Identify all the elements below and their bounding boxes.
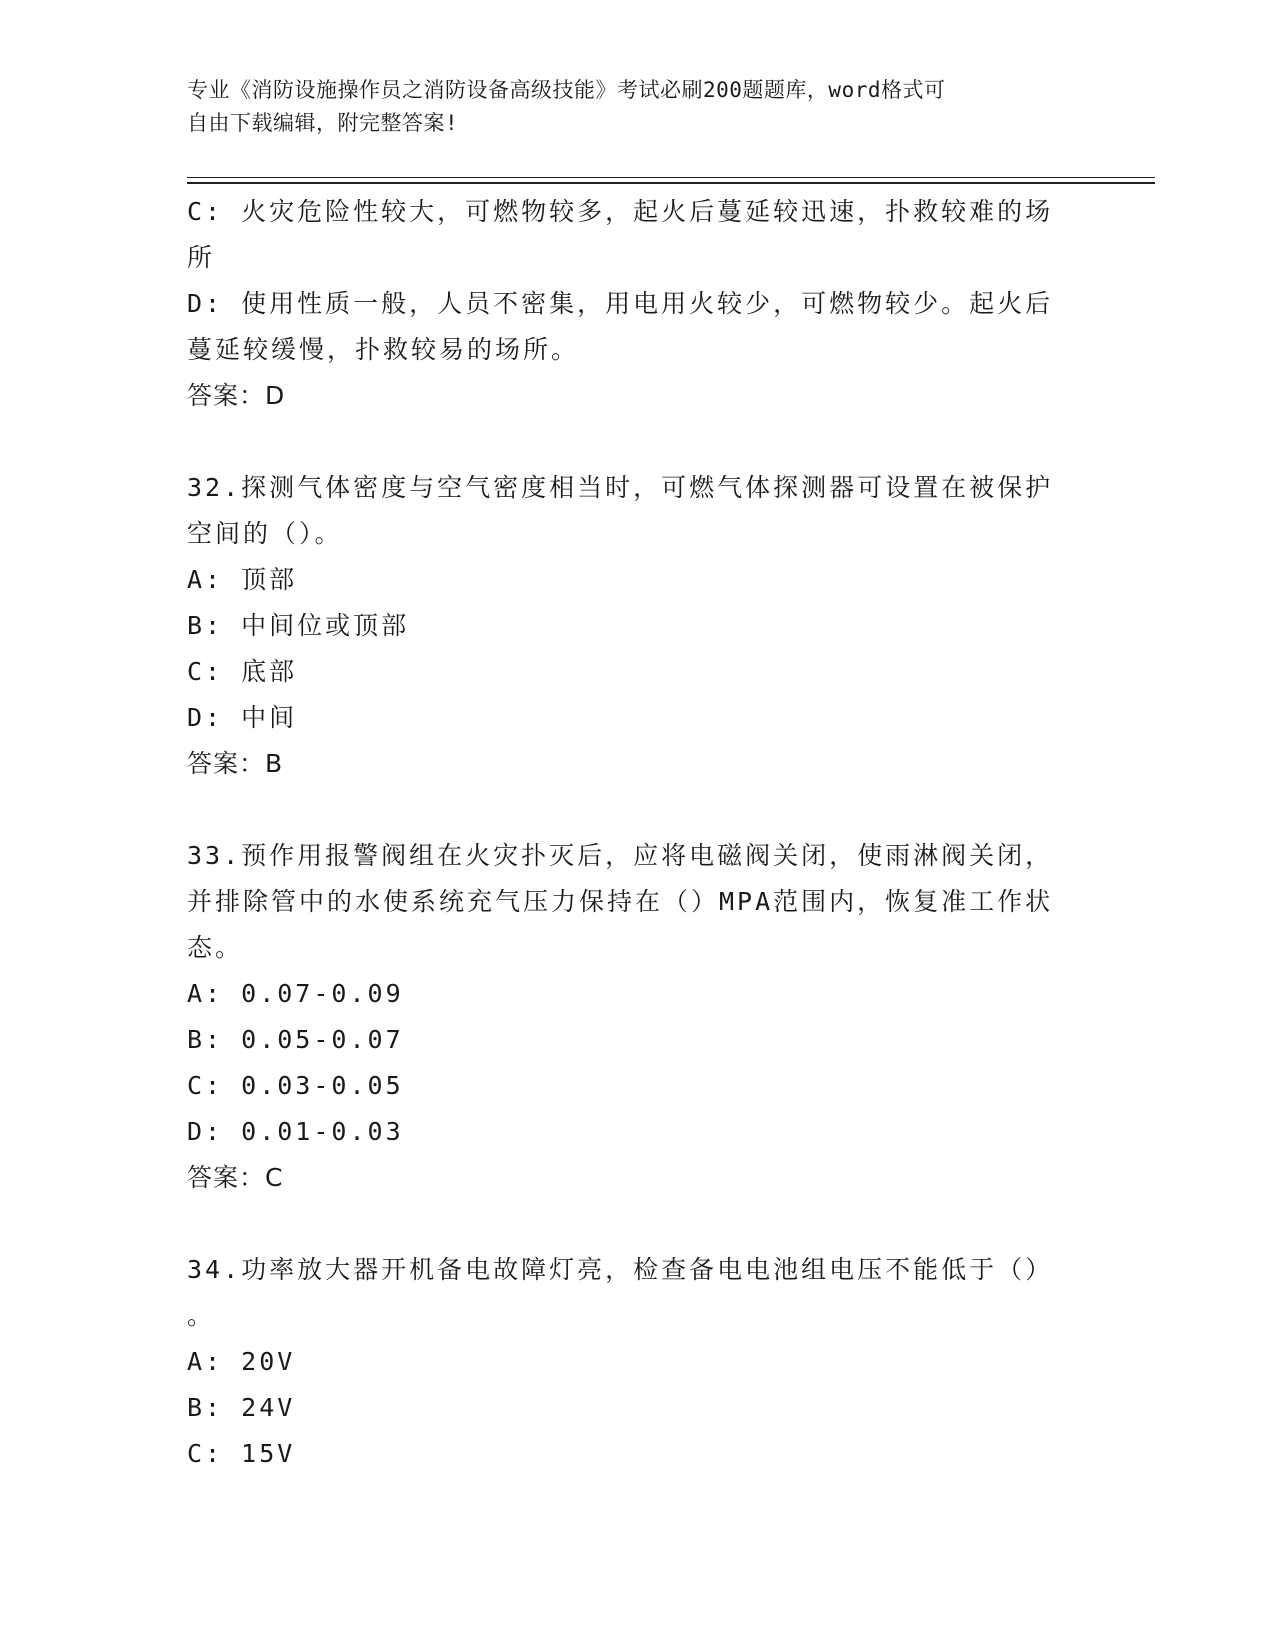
option-b: B: 24V bbox=[187, 1393, 296, 1422]
option-d: D: 0.01-0.03 bbox=[187, 1117, 404, 1146]
question-stem: 32.探测气体密度与空气密度相当时，可燃气体探测器可设置在被保护 bbox=[187, 473, 1054, 502]
option-b: B: 0.05-0.07 bbox=[187, 1025, 404, 1054]
header-divider-thick bbox=[187, 182, 1155, 184]
question-stem-cont: 态。 bbox=[187, 933, 244, 962]
question-list bbox=[187, 189, 1087, 1477]
header-line-1: 专业《消防设施操作员之消防设备高级技能》考试必刷200题题库，word格式可 bbox=[187, 78, 946, 102]
option-c: C: 0.03-0.05 bbox=[187, 1071, 404, 1100]
question-stem: 33.预作用报警阀组在火灾扑灭后，应将电磁阀关闭，使雨淋阀关闭， bbox=[187, 841, 1054, 870]
document-header bbox=[187, 74, 1067, 140]
option-c: C: 底部 bbox=[187, 657, 298, 686]
question-stem-cont: 并排除管中的水使系统充气压力保持在（）MPA范围内，恢复准工作状 bbox=[187, 887, 1054, 916]
answer: 答案：D bbox=[187, 381, 286, 410]
question-33 bbox=[187, 833, 1087, 1201]
question-34 bbox=[187, 1247, 1087, 1477]
answer: 答案：B bbox=[187, 749, 284, 778]
option-a: A: 0.07-0.09 bbox=[187, 979, 404, 1008]
question-stem: 34.功率放大器开机备电故障灯亮，检查备电电池组电压不能低于（） bbox=[187, 1255, 1054, 1284]
option-c-cont: 所 bbox=[187, 243, 216, 272]
question-stem-cont: 。 bbox=[187, 1301, 216, 1330]
option-d: D: 中间 bbox=[187, 703, 298, 732]
option-d: D: 使用性质一般，人员不密集，用电用火较少，可燃物较少。起火后 bbox=[187, 289, 1054, 318]
option-b: B: 中间位或顶部 bbox=[187, 611, 410, 640]
option-d-cont: 蔓延较缓慢，扑救较易的场所。 bbox=[187, 335, 580, 364]
answer: 答案：C bbox=[187, 1163, 284, 1192]
option-a: A: 顶部 bbox=[187, 565, 298, 594]
prev-question-tail bbox=[187, 189, 1087, 419]
header-line-2: 自由下载编辑，附完整答案! bbox=[187, 111, 459, 135]
option-a: A: 20V bbox=[187, 1347, 296, 1376]
header-divider-thin bbox=[187, 177, 1155, 178]
option-c: C: 15V bbox=[187, 1439, 296, 1468]
question-32 bbox=[187, 465, 1087, 787]
option-c: C: 火灾危险性较大，可燃物较多，起火后蔓延较迅速，扑救较难的场 bbox=[187, 197, 1054, 226]
question-stem-cont: 空间的（）。 bbox=[187, 519, 343, 548]
